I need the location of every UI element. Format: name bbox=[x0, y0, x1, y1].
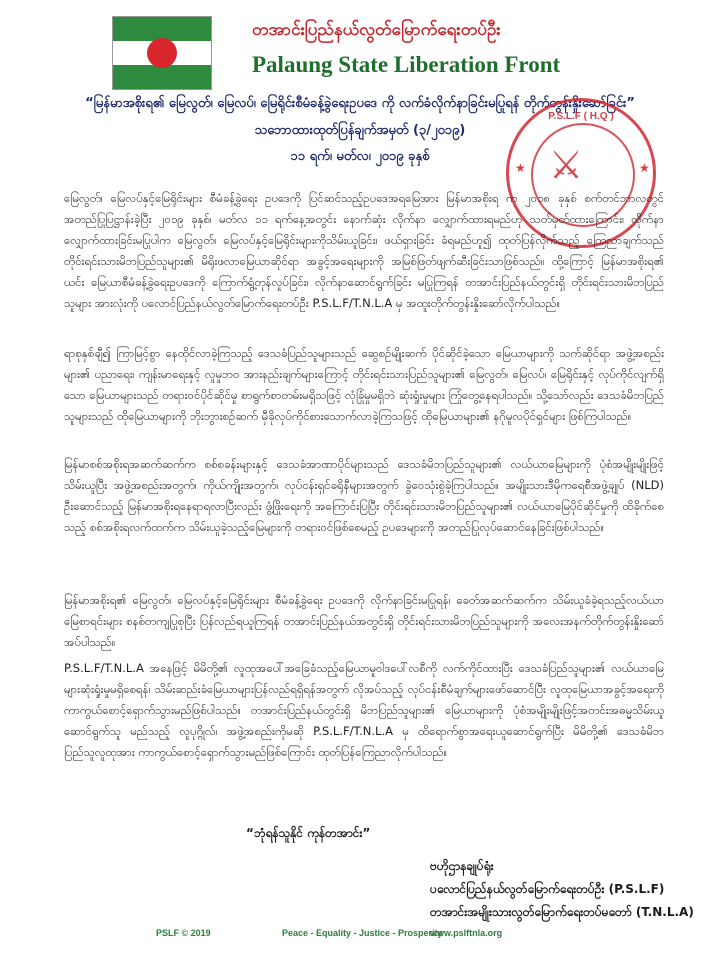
paragraph-5: P.S.L.F/T.N.L.A အနေဖြင့် မိမိတို့၏ လူထုအပေါ်အခြေခံသည့်မြေယာမူဝါဒပေါ်လစီကို လက်ကိုင်ထားပြီး ဒေသခံပြည်သူများ၏ လယ်ယာမြေများဆုံးရှုံးမှုမရှိစေရန်၊ သိမ်းဆည်းခံမြေယာများပြန်လည်ရရှိရန်အတွက် လိုအပ်သည့် လုပ်ငန်းစီမံချက်များဖော်ဆောင်ပြီး လူထုမြေယာအခွင့်အရေးကို ကာကွယ်စောင့်ရှောက်သွားမည်ဖြစ်ပါသည်။ တအာင်းပြည်နယ်တွင်းရှိ မိဘပြည်သူများ၏ မြေယာများကို ပုံစံအမျိုးမျိုးဖြင့်အတင်းအဓမ္မသိမ်းယူဆောင်ရွက်သူ မည်သည့် လူပုဂ္ဂိုလ်၊ အဖွဲ့အစည်းကိုမဆို P.S.L.F/T.N.L.A မှ ထိရောက်စွာအရေးယူဆောင်ရွက်ပြီး မိမိတို့၏ ဒေသခံမိဘပြည်သူလူထုအား ကာကွယ်စောင့်ရှောက်သွားမည်ဖြစ်ကြောင်း ထုတ်ပြန်ကြေညာလိုက်ပါသည်။ bbox=[64, 661, 664, 759]
footer-copyright: PSLF © 2019 bbox=[156, 928, 211, 938]
org-name-myanmar: တအာင်းပြည်နယ်လွတ်မြောက်ရေးတပ်ဦး bbox=[252, 20, 501, 40]
signature-headquarters: ဗဟိုဌာနချုပ်ရုံး bbox=[430, 859, 494, 873]
signature-pslf: ပလောင်ပြည်နယ်လွတ်မြောက်ရေးတပ်ဦး (P.S.L.F) bbox=[430, 882, 665, 896]
signature-tnla: တအာင်းအမျိုးသားလွတ်မြောက်ရေးတပ်မတော် (T.N.L.A) bbox=[430, 905, 694, 919]
statement-title: “မြန်မာအစိုးရ၏ မြေလွတ်၊ မြေလပ်၊ မြေရိုင်းစီမံခန့်ခွဲရေးဥပဒေ ကို လက်ခံလိုက်နာခြင်းမပြုရန် တိုက်တွန်းနှိုးဆော်ခြင်း” bbox=[85, 96, 635, 111]
palaung-flag-icon bbox=[112, 16, 212, 90]
statement-date: ၁၁ ရက်၊ မတ်လ၊ ၂၀၁၉ ခုနှစ် bbox=[290, 149, 430, 164]
paragraph-1: မြေလွတ်၊ မြေလပ်နှင့်မြေရိုင်းများ စီမံခန့်ခွဲရေး ဥပဒေကို ပြင်ဆင်သည့်ဥပဒေအရမြေအား မြန်မာအစိုးရ က ၂၀၁၈ ခုနှစ် စက်တင်ဘာလတွင် အတည်ပြုပြဋ္ဌာန်းခဲ့ပြီး ၂၀၁၉ ခုနှစ်၊ မတ်လ ၁၁ ရက်နေ့အတွင်း နောက်ဆုံး လိုက်နာ လျှောက်ထားရမည်ဟု သတ်မှတ်ထားကြောင်း၊ လိုက်နာလျှောက်ထားခြင်းမပြုပါက မြေလွတ်၊ မြေလပ်နှင့်မြေရိုင်းများကိုသိမ်းယူခြင်း၊ ဖယ်ရှားခြင်း ခံရမည်ဟူ၍ ထုတ်ပြန်လိုက်သည့် ကြေညာချက်သည် တိုင်းရင်းသားမိဘပြည်သူများ၏ မိရိုးဖလာမြေယာဆိုင်ရာ အခွင့်အရေးများကို အမြစ်ဖြတ်ဖျက်ဆီးခြင်းသာဖြစ်သည်။ ထို့ကြောင့် မြန်မာအစိုးရ၏ ယင်း မြေယာစီမံခန့်ခွဲရေးဥပဒေကို ကြောက်ရွံ့တုန်လှုပ်ခြင်း၊ လိုက်နာဆောင်ရွက်ခြင်း မပြုကြရန် တအာင်းပြည်နယ်တွင်းရှိ တိုင်းရင်းသားမိဘပြည်သူများ အားလုံးကို ပလောင်ပြည်နယ်လွတ်မြောက်ရေးတပ်ဦး P.S.L.F/T.N.L.A မှ အထူးတိုက်တွန်းနှိုးဆော်လိုက်ပါသည်။ bbox=[64, 191, 664, 310]
paragraph-3: မြန်မာစစ်အစိုးရအဆက်ဆက်က စစ်စခန်းများနှင့် ဒေသခံအာဏာပိုင်များသည် ဒေသခံမိဘပြည်သူများ၏ လယ်ယာမြေများကို ပုံစံအမျိုးမျိုးဖြင့် သိမ်းယူပြီး အဖွဲ့အစည်းအတွက်၊ ကိုယ်ကျိုးအတွက်၊ လုပ်ငန်းရှင်ခရိုနီများအတွက် ခွဲဝေသုံးစွဲခဲ့ကြပါသည်။ အမျိုးသားဒီမိုကရေစီအဖွဲ့ချုပ် (NLD) ဦးဆောင်သည့် မြန်မာအစိုးရနေရာရလာပြီးလည်း ဖွံ့ဖြိုးရေးကို အကြောင်းပြပြီး တိုင်းရင်းသားမိဘပြည်သူများ၏ လယ်ယာမြေပိုင်ဆိုင်မှုကို ထိခိုက်စေသည့် စစ်အစိုးရလက်ထက်က သိမ်းယူခဲ့သည့်မြေများကို တရားဝင်ဖြစ်စေမည့် ဥပဒေများကို အတည်ပြုလုပ်ဆောင်နေခြင်းဖြစ်ပါသည်။ bbox=[64, 457, 664, 534]
footer-motto: Peace - Equality - Justice - Prosperity bbox=[282, 928, 443, 938]
seal-text: P.S.L.F ( H.Q ) bbox=[548, 111, 614, 122]
footer-website-link[interactable]: www.pslftnla.org bbox=[430, 928, 503, 938]
crossed-swords-icon: ⚔ bbox=[549, 143, 584, 187]
paragraph-2: ရာစုနှစ်ချီ၍ ကြာမြင့်စွာ နေထိုင်လာခဲ့ကြသည့် ဒေသခံပြည်သူများသည် ဆွေစဉ်မျိုးဆက် ပိုင်ဆိုင်ခဲ့သော မြေယာများကို သက်ဆိုင်ရာ အဖွဲ့အစည်းများ၏ ပညာရေး၊ ကျန်းမာရေးနှင့် လူမှုဘဝ အားနည်းချက်များကြောင့် တိုင်းရင်းသားပြည်သူများ၏ မြေလွတ်၊ မြေလပ်၊ မြေရိုင်းနှင့် လုပ်ကိုင်လျက်ရှိသော မြေယာများသည် တရားဝင်ပိုင်ဆိုင်မှု စာရွက်စာတမ်းမရှိသဖြင့် လုံခြုံမှုမရှိဘဲ ဆုံးရှုံးမှုများ ကြုံတွေ့နေရပါသည်။ သို့သော်လည်း ဒေသခံမိဘပြည်သူများသည် ထိုမြေယာများကို ဘိုးဘွားစဉ်ဆက် မှီခိုလုပ်ကိုင်စားသောက်လာခဲ့ကြသဖြင့် ထိုမြေယာများ၏ နဂိုမူလပိုင်ရှင်များ ဖြစ်ကြပါသည်။ bbox=[64, 346, 664, 423]
official-seal-icon: P.S.L.F ( H.Q ) ★ ★ ⚔ bbox=[506, 98, 656, 248]
statement-number: သဘောထားထုတ်ပြန်ချက်အမှတ် (၃/၂၀၁၉) bbox=[254, 123, 466, 138]
org-name-english: Palaung State Liberation Front bbox=[252, 52, 561, 77]
paragraph-4: မြန်မာအစိုးရ၏ မြေလွတ်၊ မြေလပ်နှင့်မြေရိုင်းများ စီမံခန့်ခွဲရေး ဥပဒေကို လိုက်နာခြင်းမပြုရန်၊ ခေတ်အဆက်ဆက်က သိမ်းယူခံခဲ့ရသည့်လယ်ယာမြေစာရင်းများ စနစ်တကျပြုစုပြီး ပြန်လည်ရယူကြရန် တအာင်းပြည်နယ်အတွင်းရှိ တိုင်းရင်းသားမိဘပြည်သူများကို အလေးအနက်တိုက်တွန်းနှိုးဆော်အပ်ပါသည်။ bbox=[64, 593, 664, 649]
closing-slogan: “ဘုံရန်သူနိုင် ကုန်တအာင်း” bbox=[246, 826, 371, 840]
